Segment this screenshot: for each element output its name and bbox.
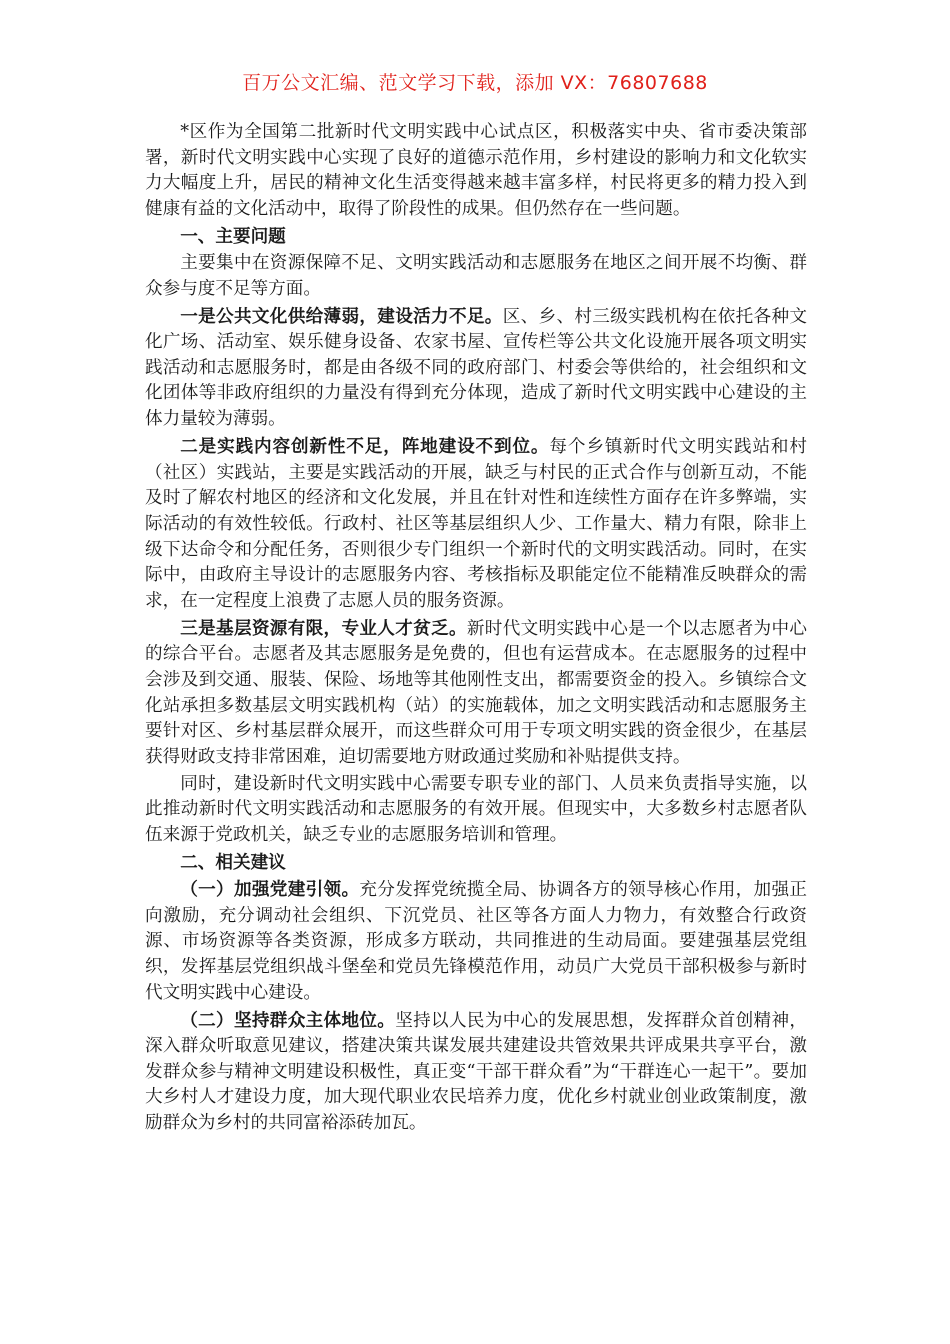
suggestion-1-lead: （一）加强党建引领。	[180, 879, 360, 901]
problem-2-lead: 二是实践内容创新性不足，阵地建设不到位。	[180, 436, 550, 458]
section-heading-suggestions: 二、相关建议	[180, 852, 286, 874]
section-heading-problems: 一、主要问题	[180, 225, 286, 247]
problem-3-extra-paragraph: 同时，建设新时代文明实践中心需要专职专业的部门、人员来负责指导实施，以此推动新时代文明实践活动和志愿服务的有效开展。但现实中，大多数乡村志愿者队伍来源于党政机关，缺乏专业的志愿服务培训和管理。	[145, 773, 807, 846]
problem-2-body: 每个乡镇新时代文明实践站和村（社区）实践站，主要是实践活动的开展，缺乏与村民的正式合作与创新互动，不能及时了解农村地区的经济和文化发展，并且在针对性和连续性方面存在许多弊端，实际活动的有效性较低。行政村、社区等基层组织人少、工作量大、精力有限，除非上级下达命令和分配任务，否则很少专门组织一个新时代的文明实践活动。同时，在实际中，由政府主导设计的志愿服务内容、考核指标及职能定位不能精准反映群众的需求，在一定程度上浪费了志愿人员的服务资源。	[145, 437, 807, 611]
problem-1-paragraph	[145, 304, 807, 433]
problem-2-paragraph	[145, 434, 807, 614]
intro-paragraph: *区作为全国第二批新时代文明实践中心试点区，积极落实中央、省市委决策部署，新时代文明实践中心实现了良好的道德示范作用，乡村建设的影响力和文化软实力大幅度上升，居民的精神文化生活变得越来越丰富多样，村民将更多的精力投入到健康有益的文化活动中，取得了阶段性的成果。但仍然存在一些问题。	[145, 122, 807, 219]
problem-3-body: 新时代文明实践中心是一个以志愿者为中心的综合平台。志愿者及其志愿服务是免费的，但也有运营成本。在志愿服务的过程中会涉及到交通、服装、保险、场地等其他刚性支出，都需要资金的投入。乡镇综合文化站承担多数基层文明实践机构（站）的实施载体，加之文明实践活动和志愿服务主要针对区、乡村基层群众展开，而这些群众可用于专项文明实践的资金很少，在基层获得财政支持非常困难，迫切需要地方财政通过奖励和补贴提供支持。	[145, 618, 807, 767]
suggestion-2-body: 坚持以人民为中心的发展思想，发挥群众首创精神，深入群众听取意见建议，搭建决策共谋发展共建建设共管效果共评成果共享平台，激发群众参与精神文明建设积极性，真正变“干部干群众看”为“干群连心一起干”。要加大乡村人才建设力度，加大现代职业农民培养力度，优化乡村就业创业政策制度，激励群众为乡村的共同富裕添砖加瓦。	[145, 1010, 807, 1134]
problem-1-lead: 一是公共文化供给薄弱，建设活力不足。	[180, 305, 503, 327]
suggestion-1-paragraph	[145, 877, 807, 1006]
problem-1-body: 区、乡、村三级实践机构在依托各种文化广场、活动室、娱乐健身设备、农家书屋、宣传栏等公共文化设施开展各项文明实践活动和志愿服务时，都是由各级不同的政府部门、村委会等供给的，社会组织和文化团体等非政府组织的力量没有得到充分体现，造成了新时代文明实践中心建设的主体力量较为薄弱。	[145, 306, 807, 430]
promo-banner: 百万公文汇编、范文学习下载，添加 VX：76807688	[242, 72, 708, 94]
problem-3-lead: 三是基层资源有限，专业人才贫乏。	[180, 617, 467, 639]
problems-summary-paragraph: 主要集中在资源保障不足、文明实践活动和志愿服务在地区之间开展不均衡、群众参与度不足等方面。	[145, 252, 807, 299]
suggestion-1-body: 充分发挥党统揽全局、协调各方的领导核心作用，加强正向激励，充分调动社会组织、下沉党员、社区等各方面人力物力，有效整合行政资源、市场资源等各类资源，形成多方联动，共同推进的生动局面。要建强基层党组织，发挥基层党组织战斗堡垒和党员先锋模范作用，动员广大党员干部积极参与新时代文明实践中心建设。	[145, 880, 807, 1003]
problem-3-paragraph	[145, 616, 807, 771]
suggestion-2-lead: （二）坚持群众主体地位。	[180, 1009, 396, 1031]
document-body	[145, 120, 807, 1137]
suggestion-2-paragraph	[145, 1008, 807, 1137]
